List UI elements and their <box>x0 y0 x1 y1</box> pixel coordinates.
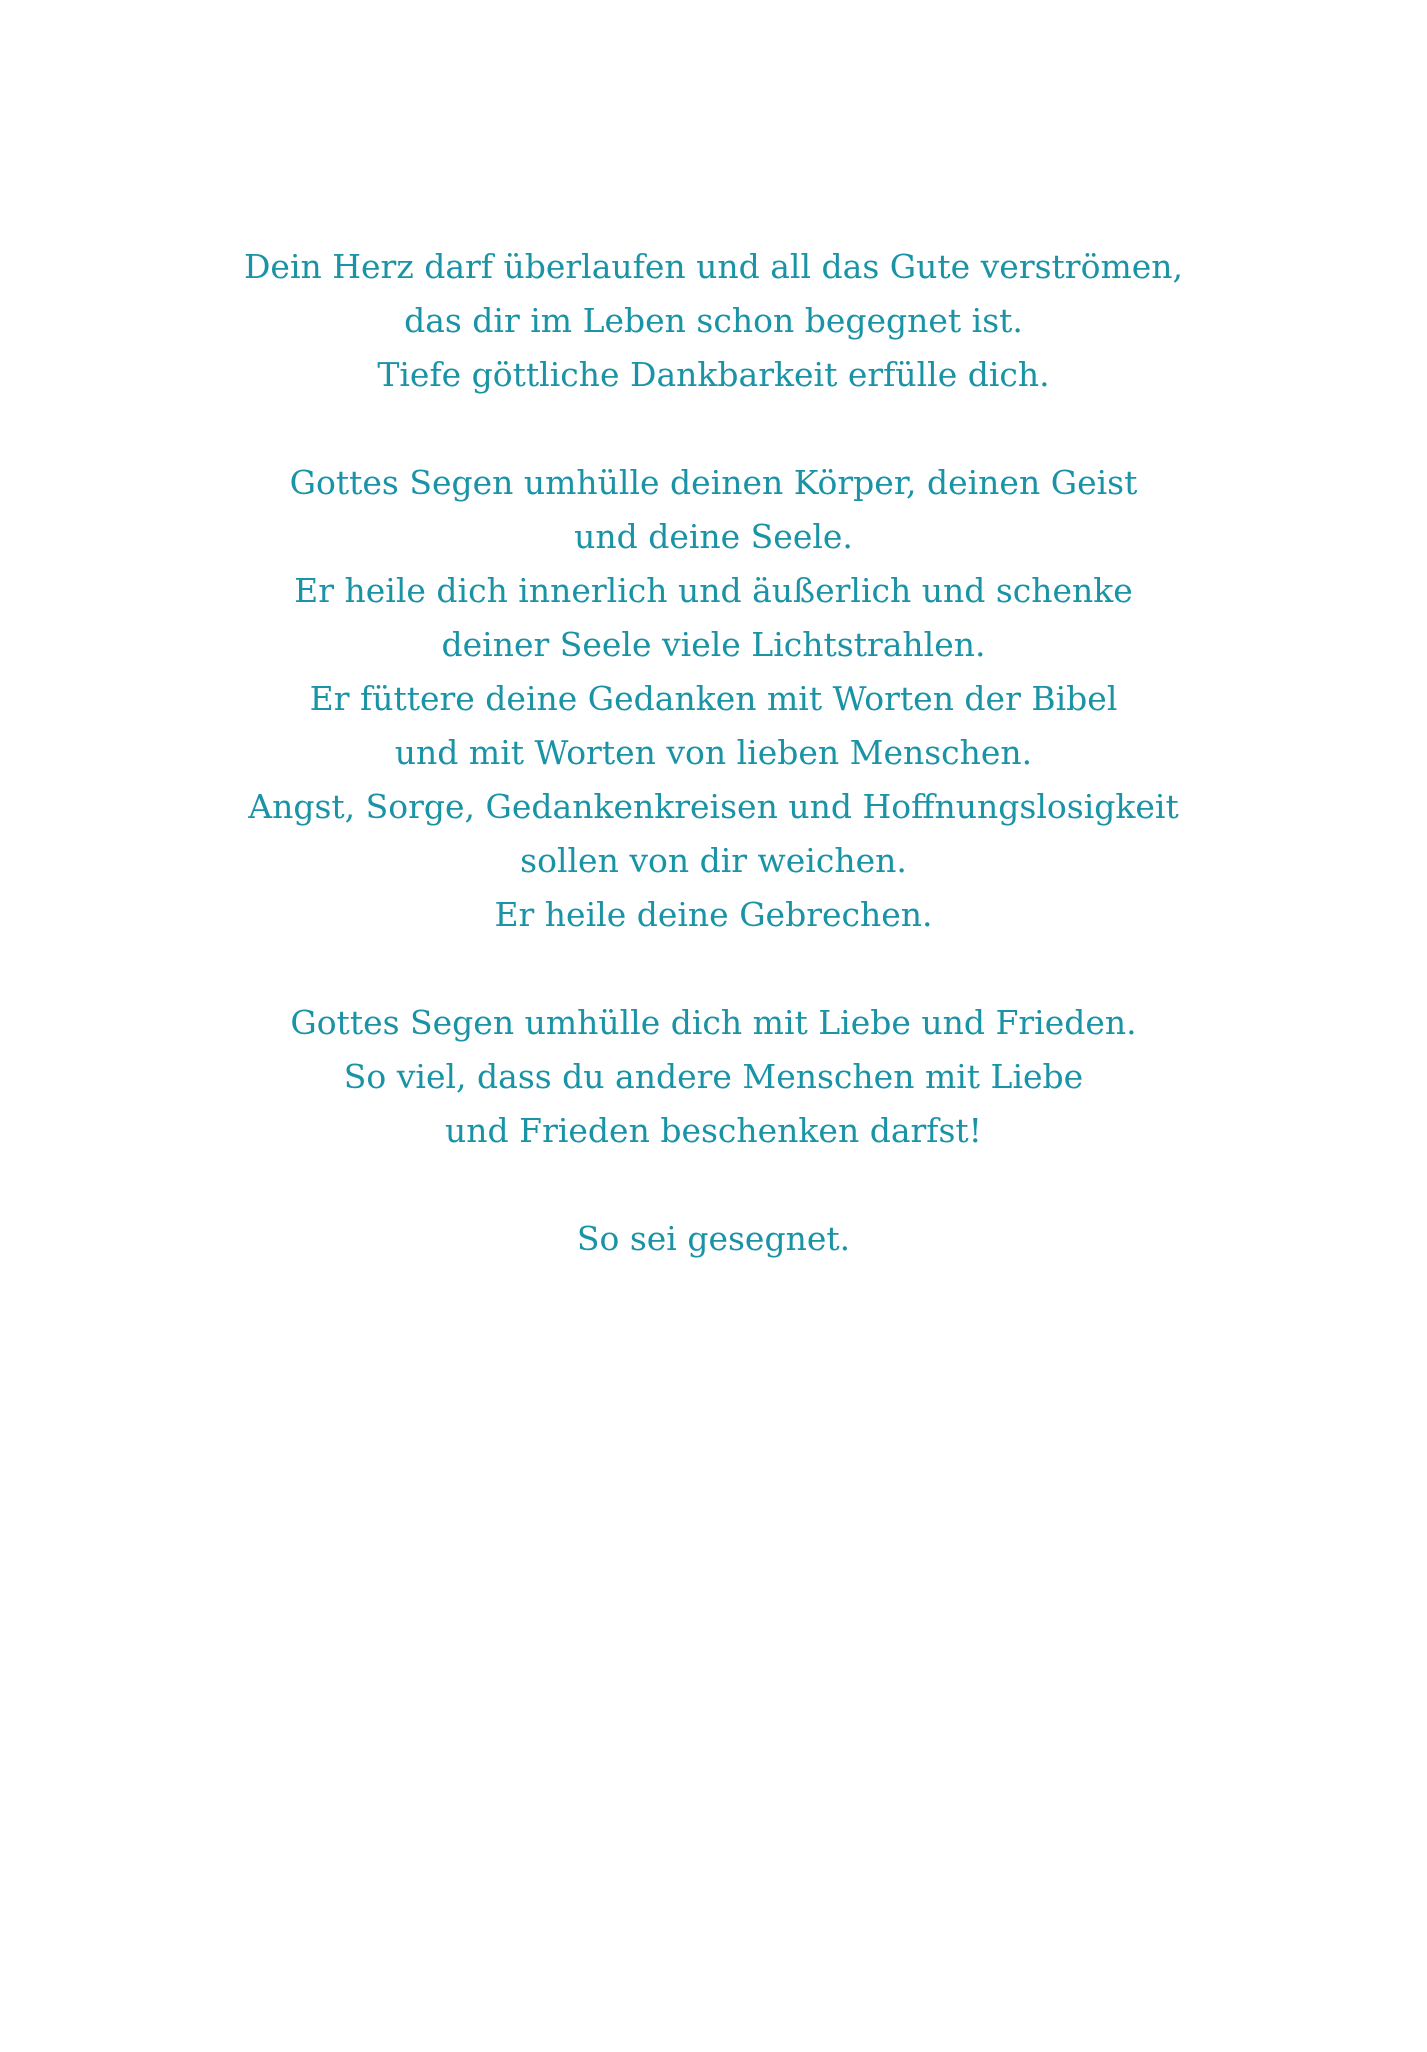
poem-line: Er heile dich innerlich und äußerlich und schenke <box>294 571 1133 610</box>
poem-line: Er füttere deine Gedanken mit Worten der Bibel <box>309 679 1118 718</box>
poem-line: Gottes Segen umhülle deinen Körper, deinen Geist <box>289 463 1138 502</box>
poem-line: So viel, dass du andere Menschen mit Liebe <box>343 1057 1084 1096</box>
poem-line: und mit Worten von lieben Menschen. <box>394 733 1033 772</box>
poem-line: das dir im Leben schon begegnet ist. <box>404 301 1023 340</box>
poem-line: sollen von dir weichen. <box>520 841 907 880</box>
poem-line: Er heile deine Gebrechen. <box>494 895 933 934</box>
poem-line: Gottes Segen umhülle dich mit Liebe und Frieden. <box>290 1003 1137 1042</box>
poem-line: und deine Seele. <box>574 517 853 556</box>
blessing-text <box>0 240 1427 1320</box>
poem-line: Dein Herz darf überlaufen und all das Gute verströmen, <box>243 247 1184 286</box>
poem-line: deiner Seele viele Lichtstrahlen. <box>441 625 986 664</box>
poem-line: und Frieden beschenken darfst! <box>445 1111 982 1150</box>
stanza-gratitude <box>0 240 1427 402</box>
poem-line: Angst, Sorge, Gedankenkreisen und Hoffnungslosigkeit <box>248 787 1179 826</box>
stanza-love-peace <box>0 996 1427 1158</box>
stanza-closing <box>0 1212 1427 1266</box>
closing-line: So sei gesegnet. <box>576 1219 851 1258</box>
stanza-healing <box>0 456 1427 942</box>
poem-line: Tiefe göttliche Dankbarkeit erfülle dich. <box>377 355 1050 394</box>
